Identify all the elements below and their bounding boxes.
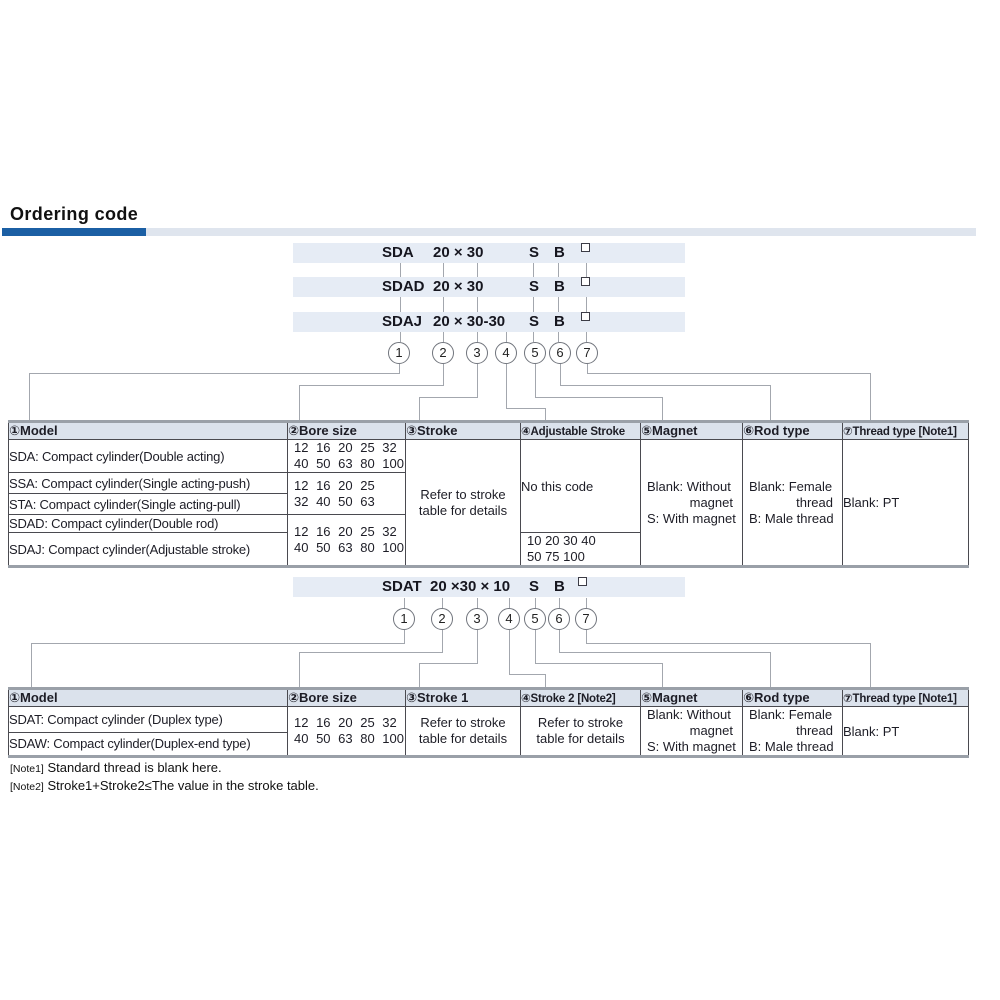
connector-line bbox=[419, 663, 420, 687]
header-thread-type: ⑦Thread type [Note1] bbox=[843, 422, 969, 440]
circled-number-4: 4 bbox=[498, 608, 520, 630]
header-rod-type: ⑥Rod type bbox=[743, 689, 843, 707]
bore-cell: 12 16 20 25 32 40 50 63 80 100 bbox=[288, 707, 406, 757]
connector-line bbox=[662, 663, 663, 687]
connector-line bbox=[442, 598, 443, 608]
model-code: SDAD bbox=[382, 278, 425, 295]
connector-line bbox=[559, 630, 560, 652]
connector-line bbox=[506, 332, 507, 342]
connector-line bbox=[419, 397, 420, 420]
connector-line bbox=[506, 364, 507, 408]
header-model: ①Model bbox=[9, 689, 288, 707]
connector-line bbox=[29, 373, 400, 374]
connector-line bbox=[535, 663, 663, 664]
connector-line bbox=[587, 364, 588, 373]
bore-stroke-code: 20 × 30 bbox=[433, 244, 484, 261]
circled-number-6: 6 bbox=[548, 608, 570, 630]
header-magnet: ⑤Magnet bbox=[641, 689, 743, 707]
connector-line bbox=[400, 263, 401, 277]
connector-line bbox=[442, 630, 443, 652]
connector-line bbox=[533, 332, 534, 342]
connector-line bbox=[477, 598, 478, 608]
connector-line bbox=[400, 297, 401, 312]
model-cell: SDA: Compact cylinder(Double acting) bbox=[9, 440, 288, 473]
connector-line bbox=[545, 408, 546, 420]
connector-line bbox=[509, 630, 510, 674]
connector-line bbox=[535, 630, 536, 663]
note-1: [Note1] Standard thread is blank here. bbox=[10, 760, 222, 775]
connector-line bbox=[29, 373, 30, 420]
header-rod-type: ⑥Rod type bbox=[743, 422, 843, 440]
model-cell: STA: Compact cylinder(Single acting-pull) bbox=[9, 494, 288, 515]
ordering-table-1 bbox=[8, 420, 969, 568]
connector-line bbox=[535, 598, 536, 608]
header-stroke-2: ④Stroke 2 [Note2] bbox=[521, 689, 641, 707]
title-rule-accent bbox=[2, 228, 146, 236]
connector-line bbox=[870, 373, 871, 420]
page-title: Ordering code bbox=[10, 204, 139, 224]
model-code: SDAJ bbox=[382, 313, 423, 330]
magnet-cell: Blank: Without magnet S: With magnet bbox=[641, 707, 743, 757]
connector-line bbox=[31, 643, 32, 687]
connector-line bbox=[477, 263, 478, 277]
connector-line bbox=[419, 397, 478, 398]
circled-number-1: 1 bbox=[388, 342, 410, 364]
table-header-row bbox=[9, 689, 969, 707]
header-thread-type: ⑦Thread type [Note1] bbox=[843, 689, 969, 707]
connector-line bbox=[419, 663, 478, 664]
magnet-code: S bbox=[529, 313, 540, 330]
table-row bbox=[9, 440, 969, 473]
connector-line bbox=[560, 364, 561, 385]
connector-line bbox=[662, 397, 663, 420]
stroke-2-cell: Refer to stroke table for details bbox=[521, 707, 641, 757]
magnet-code: S bbox=[529, 578, 540, 595]
rod-type-cell: Blank: Female thread B: Male thread bbox=[743, 707, 843, 757]
header-magnet: ⑤Magnet bbox=[641, 422, 743, 440]
connector-line bbox=[770, 385, 771, 420]
stroke-1-cell: Refer to stroke table for details bbox=[406, 707, 521, 757]
connector-line bbox=[399, 364, 400, 373]
connector-line bbox=[560, 385, 771, 386]
connector-line bbox=[506, 408, 546, 409]
header-stroke-1: ③Stroke 1 bbox=[406, 689, 521, 707]
connector-line bbox=[558, 297, 559, 312]
magnet-cell: Blank: Without magnet S: With magnet bbox=[641, 440, 743, 567]
connector-line bbox=[443, 297, 444, 312]
connector-line bbox=[558, 332, 559, 342]
thread-placeholder-icon bbox=[581, 277, 590, 286]
connector-line bbox=[587, 373, 871, 374]
stroke-cell: Refer to stroke table for details bbox=[406, 440, 521, 567]
table-header-row bbox=[9, 422, 969, 440]
connector-line bbox=[586, 332, 587, 342]
connector-line bbox=[586, 297, 587, 312]
bore-cell: 12 16 20 25 32 40 50 63 80 100 bbox=[288, 440, 406, 473]
circled-number-5: 5 bbox=[524, 608, 546, 630]
model-cell: SDAT: Compact cylinder (Duplex type) bbox=[9, 707, 288, 733]
bore-stroke-code: 20 × 30 bbox=[433, 278, 484, 295]
connector-line bbox=[400, 332, 401, 342]
rod-code: B bbox=[554, 578, 565, 595]
model-code: SDAT bbox=[382, 578, 422, 595]
connector-line bbox=[533, 263, 534, 277]
connector-line bbox=[558, 263, 559, 277]
circled-number-7: 7 bbox=[575, 608, 597, 630]
connector-line bbox=[770, 652, 771, 687]
circled-number-2: 2 bbox=[432, 342, 454, 364]
connector-line bbox=[586, 643, 871, 644]
connector-line bbox=[535, 364, 536, 397]
note-2: [Note2] Stroke1+Stroke2≤The value in the stroke table. bbox=[10, 778, 319, 793]
model-cell: SSA: Compact cylinder(Single acting-push) bbox=[9, 473, 288, 494]
connector-line bbox=[509, 598, 510, 608]
magnet-code: S bbox=[529, 278, 540, 295]
magnet-code: S bbox=[529, 244, 540, 261]
connector-line bbox=[404, 598, 405, 608]
connector-line bbox=[477, 332, 478, 342]
connector-line bbox=[477, 630, 478, 663]
connector-line bbox=[299, 385, 444, 386]
connector-line bbox=[443, 364, 444, 385]
connector-line bbox=[443, 263, 444, 277]
model-cell: SDAD: Compact cylinder(Double rod) bbox=[9, 515, 288, 533]
header-stroke: ③Stroke bbox=[406, 422, 521, 440]
connector-line bbox=[299, 385, 300, 420]
connector-line bbox=[559, 652, 771, 653]
connector-line bbox=[545, 674, 546, 687]
thread-placeholder-icon bbox=[581, 243, 590, 252]
rod-code: B bbox=[554, 313, 565, 330]
thread-placeholder-icon bbox=[578, 577, 587, 586]
thread-placeholder-icon bbox=[581, 312, 590, 321]
ordering-code-bar-sdat bbox=[293, 577, 685, 597]
ordering-table-2 bbox=[8, 687, 969, 758]
connector-line bbox=[477, 297, 478, 312]
ordering-code-bar-sdaj bbox=[293, 312, 685, 332]
circled-number-7: 7 bbox=[576, 342, 598, 364]
connector-line bbox=[443, 332, 444, 342]
connector-line bbox=[586, 263, 587, 277]
circled-number-2: 2 bbox=[431, 608, 453, 630]
bore-cell: 12 16 20 25 32 40 50 63 bbox=[288, 473, 406, 515]
adjustable-stroke-values-cell: 10 20 30 40 50 75 100 bbox=[521, 533, 641, 567]
rod-type-cell: Blank: Female thread B: Male thread bbox=[743, 440, 843, 567]
bore-stroke-code: 20 ×30 × 10 bbox=[430, 578, 511, 595]
connector-line bbox=[404, 630, 405, 643]
connector-line bbox=[509, 674, 546, 675]
circled-number-3: 3 bbox=[466, 342, 488, 364]
ordering-code-bar-sda bbox=[293, 243, 685, 263]
connector-line bbox=[299, 652, 443, 653]
header-bore-size: ②Bore size bbox=[288, 689, 406, 707]
header-bore-size: ②Bore size bbox=[288, 422, 406, 440]
circled-number-3: 3 bbox=[466, 608, 488, 630]
thread-type-cell: Blank: PT bbox=[843, 707, 969, 757]
ordering-code-bar-sdad bbox=[293, 277, 685, 297]
rod-code: B bbox=[554, 244, 565, 261]
bore-cell: 12 16 20 25 32 40 50 63 80 100 bbox=[288, 515, 406, 567]
connector-line bbox=[299, 652, 300, 687]
connector-line bbox=[533, 297, 534, 312]
bore-stroke-code: 20 × 30-30 bbox=[433, 313, 506, 330]
circled-number-4: 4 bbox=[495, 342, 517, 364]
header-model: ①Model bbox=[9, 422, 288, 440]
connector-line bbox=[31, 643, 405, 644]
connector-line bbox=[586, 630, 587, 643]
connector-line bbox=[559, 598, 560, 608]
circled-number-6: 6 bbox=[549, 342, 571, 364]
model-cell: SDAJ: Compact cylinder(Adjustable stroke) bbox=[9, 533, 288, 567]
adjustable-stroke-cell: No this code bbox=[521, 440, 641, 533]
connector-line bbox=[535, 397, 663, 398]
table-row bbox=[9, 707, 969, 733]
connector-line bbox=[586, 598, 587, 608]
model-code: SDA bbox=[382, 244, 414, 261]
circled-number-1: 1 bbox=[393, 608, 415, 630]
thread-type-cell: Blank: PT bbox=[843, 440, 969, 567]
rod-code: B bbox=[554, 278, 565, 295]
model-cell: SDAW: Compact cylinder(Duplex-end type) bbox=[9, 732, 288, 757]
circled-number-5: 5 bbox=[524, 342, 546, 364]
title-rule-extension bbox=[146, 228, 976, 236]
header-adjustable-stroke: ④Adjustable Stroke bbox=[521, 422, 641, 440]
connector-line bbox=[477, 364, 478, 397]
connector-line bbox=[870, 643, 871, 687]
